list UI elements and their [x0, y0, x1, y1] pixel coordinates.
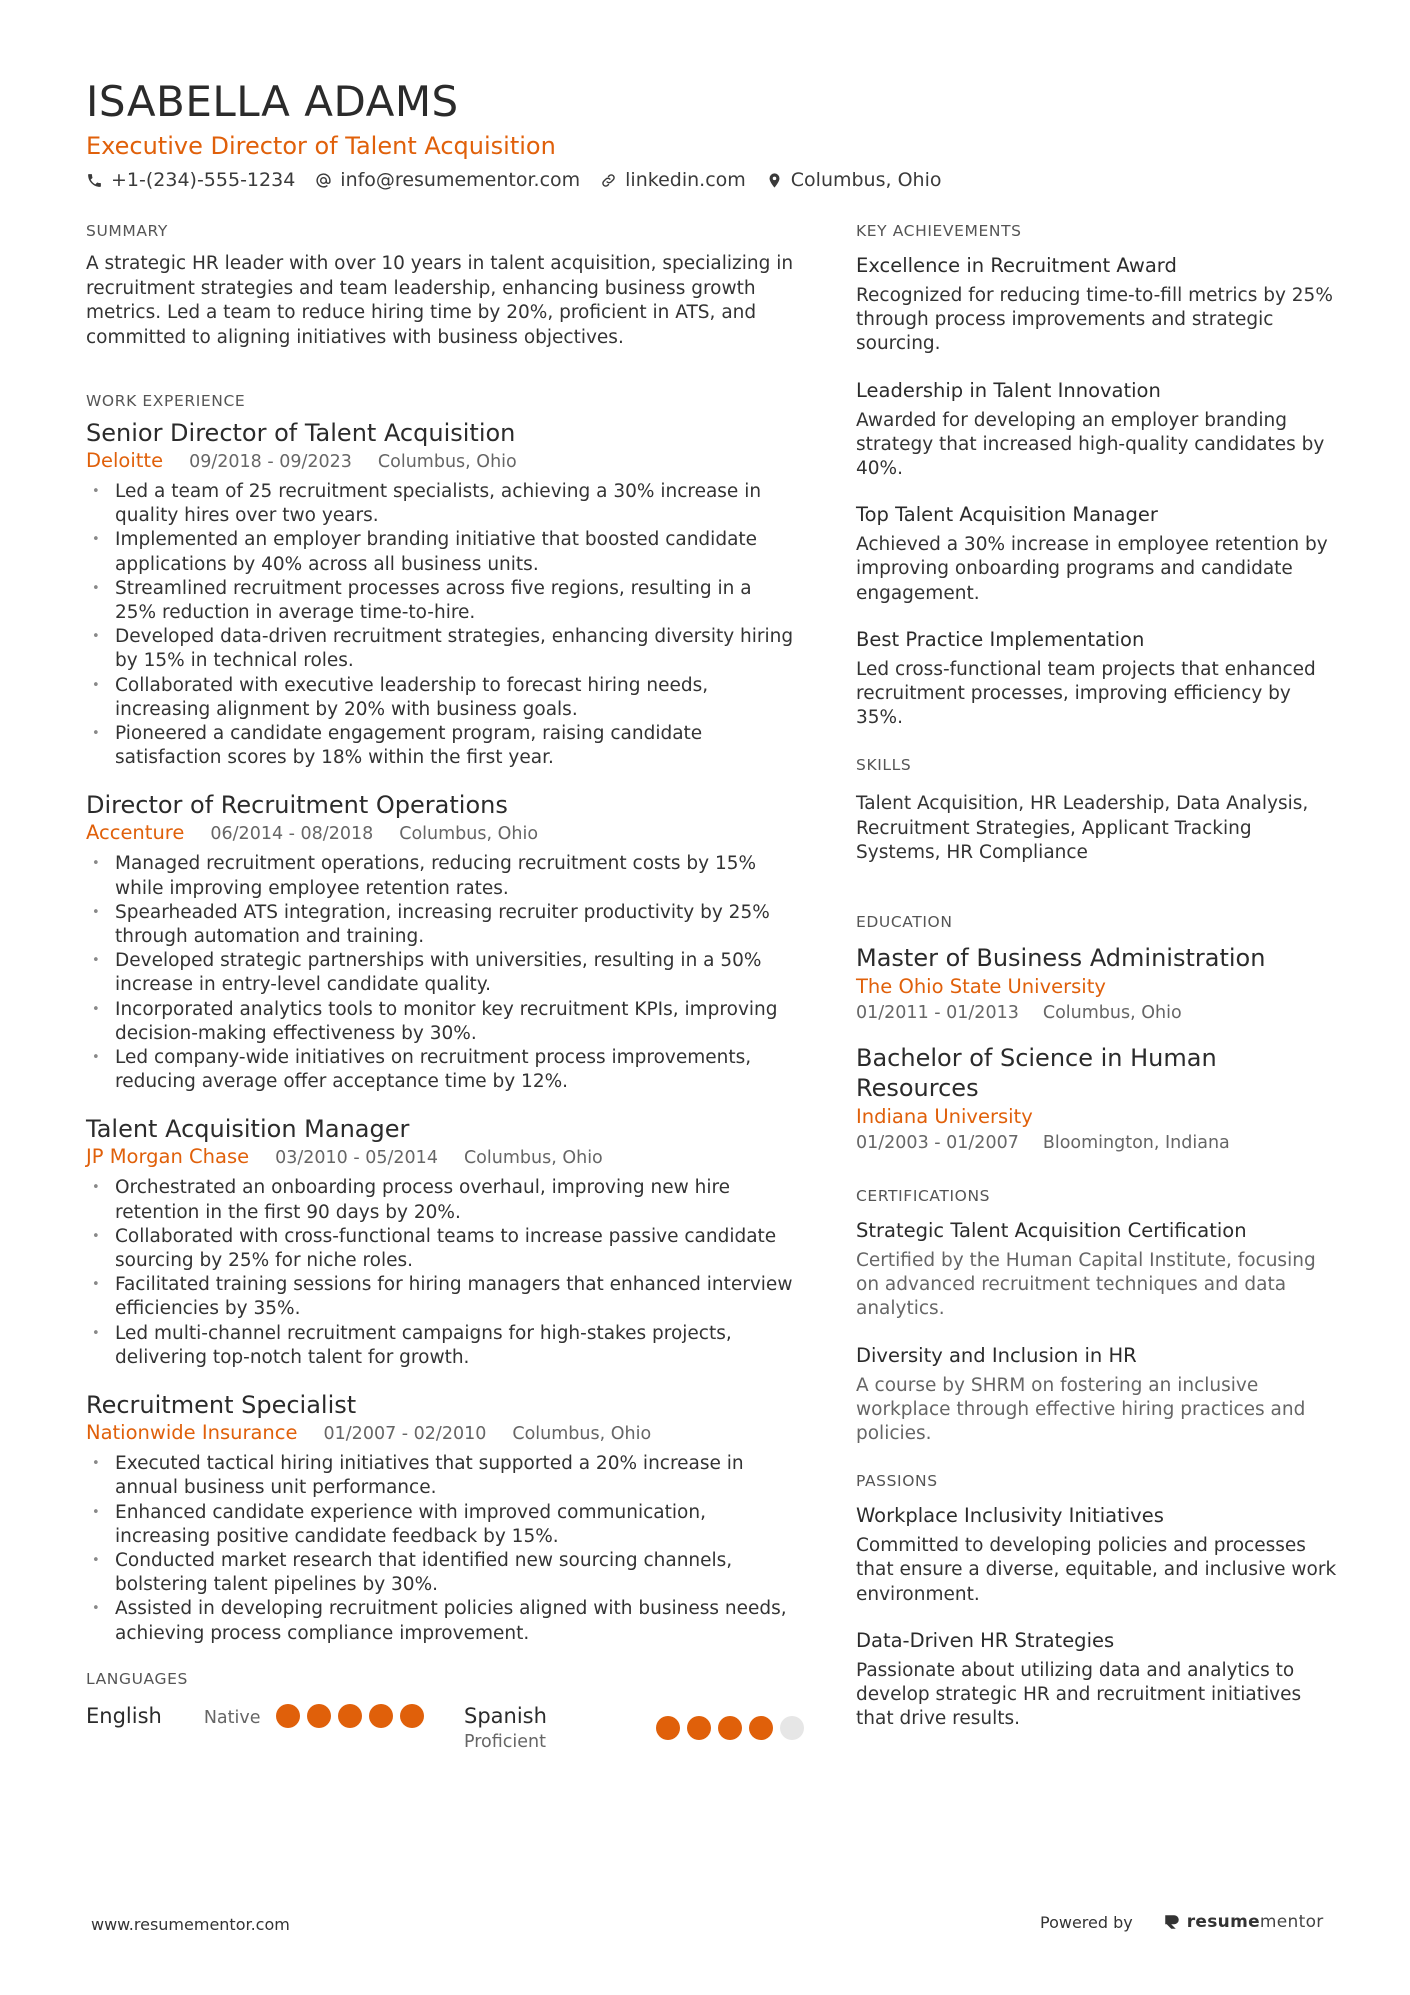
rating-dot [687, 1716, 711, 1740]
experience-section [86, 388, 796, 1646]
education-school: The Ohio State University [856, 975, 1106, 999]
language-rating [276, 1704, 424, 1728]
linkedin-text[interactable]: linkedin.com [625, 169, 746, 191]
rating-dot [718, 1716, 742, 1740]
rating-dot [400, 1704, 424, 1728]
education-heading: EDUCATION [856, 913, 953, 932]
education-location: Bloomington, Indiana [1042, 1133, 1230, 1154]
job-company: JP Morgan Chase [86, 1145, 250, 1169]
education-dates: 01/2011 - 01/2013 [856, 1003, 1019, 1024]
job-bullets [86, 852, 796, 1094]
certification-list [856, 1217, 1340, 1446]
job-title: Talent Acquisition Manager [86, 1115, 410, 1144]
education-section [856, 909, 1340, 1155]
job-dates: 01/2007 - 02/2010 [323, 1424, 487, 1445]
job-meta [86, 1420, 796, 1448]
phone-text: +1-(234)-555-1234 [111, 169, 296, 191]
job-bullet: • Incorporated analytics tools to monitor key recruitment KPIs, improving decision-making effectiveness by 30%. [86, 998, 796, 1046]
certifications-section [856, 1183, 1340, 1446]
job-company: Deloitte [86, 449, 164, 472]
job-bullet: • Led multi-channel recruitment campaigns for high-stakes projects, delivering top-notch talent for growth. [86, 1322, 796, 1370]
job-entry [86, 1390, 796, 1646]
certifications-item [856, 1342, 1340, 1447]
contact-row [86, 166, 1326, 194]
at-icon [315, 172, 332, 189]
certifications-title: Diversity and Inclusion in HR [856, 1343, 1137, 1367]
passions-desc: Committed to developing policies and processes that ensure a diverse, equitable, and inclusive work environment. [856, 1535, 1337, 1605]
passions-desc: Passionate about utilizing data and analytics to develop strategic HR and recruitment initiatives that drive results. [856, 1659, 1302, 1730]
achievements-title: Top Talent Acquisition Manager [856, 503, 1158, 527]
brand-rest: mentor [1259, 1912, 1324, 1932]
rating-dot [338, 1704, 362, 1728]
rating-dot [780, 1716, 804, 1740]
experience-heading: WORK EXPERIENCE [86, 392, 246, 410]
job-meta [86, 820, 796, 848]
achievements-desc: Led cross-functional team projects that enhanced recruitment processes, improving efficiency by 35%. [856, 658, 1316, 729]
achievements-section [856, 218, 1340, 730]
job-bullet: • Assisted in developing recruitment policies aligned with business needs, achieving process compliance improvement. [86, 1597, 796, 1645]
contact-location [766, 166, 942, 194]
phone-icon [86, 172, 103, 189]
achievements-desc: Recognized for reducing time-to-fill metrics by 25% through process improvements and strategic sourcing. [856, 285, 1333, 355]
certifications-heading: CERTIFICATIONS [856, 1187, 991, 1206]
language-name: Spanish [464, 1703, 547, 1728]
rating-dot [749, 1716, 773, 1740]
job-company: Nationwide Insurance [86, 1421, 298, 1445]
job-title: Director of Recruitment Operations [86, 791, 508, 820]
language-list [86, 1702, 796, 1762]
brand-logo[interactable] [1163, 1912, 1324, 1932]
job-bullet: • Led company-wide initiatives on recruitment process improvements, reducing average offer acceptance time by 12%. [86, 1046, 796, 1094]
right-column [856, 218, 1340, 1751]
job-entry [86, 790, 796, 1094]
contact-phone [86, 166, 295, 194]
job-bullet: • Collaborated with executive leadership to forecast hiring needs, increasing alignment by 20% with business goals. [86, 674, 796, 722]
achievements-item [856, 626, 1340, 731]
job-meta [86, 448, 796, 476]
passions-title: Data-Driven HR Strategies [856, 1628, 1115, 1652]
certifications-desc: Certified by the Human Capital Institute, focusing on advanced recruitment techniques and data analytics. [856, 1250, 1316, 1320]
achievements-title: Best Practice Implementation [856, 627, 1145, 651]
left-column [86, 218, 796, 1762]
job-bullet: • Led a team of 25 recruitment specialists, achieving a 30% increase in quality hires over two years. [86, 480, 796, 528]
achievements-title: Leadership in Talent Innovation [856, 378, 1161, 402]
education-item [856, 1043, 1340, 1155]
job-bullet: • Enhanced candidate experience with improved communication, increasing positive candidate feedback by 15%. [86, 1501, 796, 1549]
link-icon [600, 172, 617, 189]
location-text: Columbus, Ohio [790, 169, 942, 191]
footer-brand [1040, 1912, 1324, 1932]
resume-header [86, 76, 1326, 194]
achievements-item [856, 501, 1340, 606]
education-dates: 01/2003 - 01/2007 [856, 1133, 1019, 1154]
rating-dot [369, 1704, 393, 1728]
languages-heading: LANGUAGES [86, 1669, 188, 1688]
job-location: Columbus, Ohio [463, 1148, 603, 1169]
rating-dot [307, 1704, 331, 1728]
achievements-item [856, 252, 1340, 357]
job-meta [86, 1144, 796, 1172]
job-bullet: • Developed data-driven recruitment strategies, enhancing diversity hiring by 15% in technical roles. [86, 625, 796, 673]
summary-section [86, 218, 796, 350]
passions-item [856, 1502, 1340, 1607]
language-level: Proficient [464, 1731, 546, 1752]
language-item [86, 1702, 261, 1730]
job-location: Columbus, Ohio [377, 452, 517, 472]
resumementor-logo-icon [1163, 1913, 1181, 1931]
brand-bold: resume [1186, 1912, 1260, 1932]
achievements-title: Excellence in Recruitment Award [856, 254, 1177, 277]
powered-by-text: Powered by [1040, 1912, 1133, 1932]
skills-section [856, 752, 1340, 865]
job-bullet: • Facilitated training sessions for hiring managers that enhanced interview efficiencies by 35%. [86, 1273, 796, 1321]
job-bullets [86, 480, 796, 770]
passions-item [856, 1627, 1340, 1732]
footer-website[interactable]: www.resumementor.com [91, 1915, 290, 1934]
job-bullet: • Collaborated with cross-functional teams to increase passive candidate sourcing by 25% for niche roles. [86, 1225, 796, 1273]
education-degree: Master of Business Administration [856, 944, 1266, 973]
achievements-item [856, 377, 1340, 482]
job-location: Columbus, Ohio [399, 824, 539, 845]
passion-list [856, 1502, 1340, 1731]
achievements-desc: Awarded for developing an employer branding strategy that increased high-quality candidates by 40%. [856, 409, 1325, 480]
job-list [86, 418, 796, 1646]
languages-section [86, 1666, 796, 1762]
job-bullet: • Spearheaded ATS integration, increasing recruiter productivity by 25% through automation and training. [86, 901, 796, 949]
candidate-title: Executive Director of Talent Acquisition [86, 132, 556, 160]
education-list [856, 943, 1340, 1155]
education-degree: Bachelor of Science in Human Resources [856, 1044, 1217, 1103]
language-rating [656, 1716, 804, 1740]
candidate-name: ISABELLA ADAMS [86, 77, 459, 126]
education-location: Columbus, Ohio [1042, 1003, 1182, 1024]
education-meta [856, 1131, 1340, 1155]
job-bullets [86, 1452, 796, 1646]
job-location: Columbus, Ohio [512, 1424, 652, 1445]
job-bullets [86, 1176, 796, 1370]
job-bullet: • Orchestrated an onboarding process overhaul, improving new hire retention in the first 90 days by 20%. [86, 1176, 796, 1224]
job-bullet: • Executed tactical hiring initiatives that supported a 20% increase in annual business unit performance. [86, 1452, 796, 1500]
skills-text: Talent Acquisition, HR Leadership, Data Analysis, Recruitment Strategies, Applicant Tracking Systems, HR Compliance [856, 793, 1309, 863]
job-bullet: • Streamlined recruitment processes across five regions, resulting in a 25% reduction in average time-to-hire. [86, 577, 796, 625]
achievements-desc: Achieved a 30% increase in employee retention by improving onboarding programs and candidate engagement. [856, 534, 1328, 604]
education-school: Indiana University [856, 1105, 1033, 1129]
job-bullet: • Pioneered a candidate engagement program, raising candidate satisfaction scores by 18% within the first year. [86, 722, 796, 770]
job-entry [86, 418, 796, 770]
job-bullet: • Managed recruitment operations, reducing recruitment costs by 15% while improving employee retention rates. [86, 852, 796, 900]
rating-dot [656, 1716, 680, 1740]
job-dates: 09/2018 - 09/2023 [189, 452, 352, 472]
job-bullet: • Implemented an employer branding initiative that boosted candidate applications by 40% across all business units. [86, 528, 796, 576]
education-meta [856, 1001, 1340, 1025]
language-level: Native [203, 1707, 261, 1728]
contact-linkedin[interactable] [600, 166, 746, 194]
location-pin-icon [766, 172, 783, 189]
job-dates: 06/2014 - 08/2018 [210, 824, 374, 845]
job-company: Accenture [86, 821, 185, 845]
passions-section [856, 1468, 1340, 1731]
passions-title: Workplace Inclusivity Initiatives [856, 1504, 1164, 1528]
contact-email[interactable] [315, 166, 580, 194]
achievements-heading: KEY ACHIEVEMENTS [856, 222, 1022, 240]
achievement-list [856, 252, 1340, 730]
passions-heading: PASSIONS [856, 1472, 938, 1491]
language-item [464, 1702, 547, 1754]
job-dates: 03/2010 - 05/2014 [275, 1148, 438, 1169]
certifications-item [856, 1217, 1340, 1322]
summary-heading: SUMMARY [86, 222, 168, 240]
summary-text: A strategic HR leader with over 10 years in talent acquisition, specializing in recruitment strategies and team leadership, enhancing business growth metrics. Led a team to reduce hiring time by 20%, proficient in ATS, and committed to aligning initiatives with business objectives. [86, 253, 794, 348]
certifications-title: Strategic Talent Acquisition Certification [856, 1219, 1247, 1243]
certifications-desc: A course by SHRM on fostering an inclusive workplace through effective hiring practices and policies. [856, 1374, 1306, 1445]
job-bullet: • Conducted market research that identified new sourcing channels, bolstering talent pipelines by 30%. [86, 1549, 796, 1597]
email-text[interactable]: info@resumementor.com [340, 169, 581, 191]
language-name: English [86, 1703, 162, 1728]
rating-dot [276, 1704, 300, 1728]
skills-heading: SKILLS [856, 756, 912, 775]
job-title: Recruitment Specialist [86, 1391, 357, 1420]
education-item [856, 943, 1340, 1025]
job-bullet: • Developed strategic partnerships with universities, resulting in a 50% increase in entry-level candidate quality. [86, 949, 796, 997]
job-title: Senior Director of Talent Acquisition [86, 419, 516, 447]
job-entry [86, 1114, 796, 1370]
